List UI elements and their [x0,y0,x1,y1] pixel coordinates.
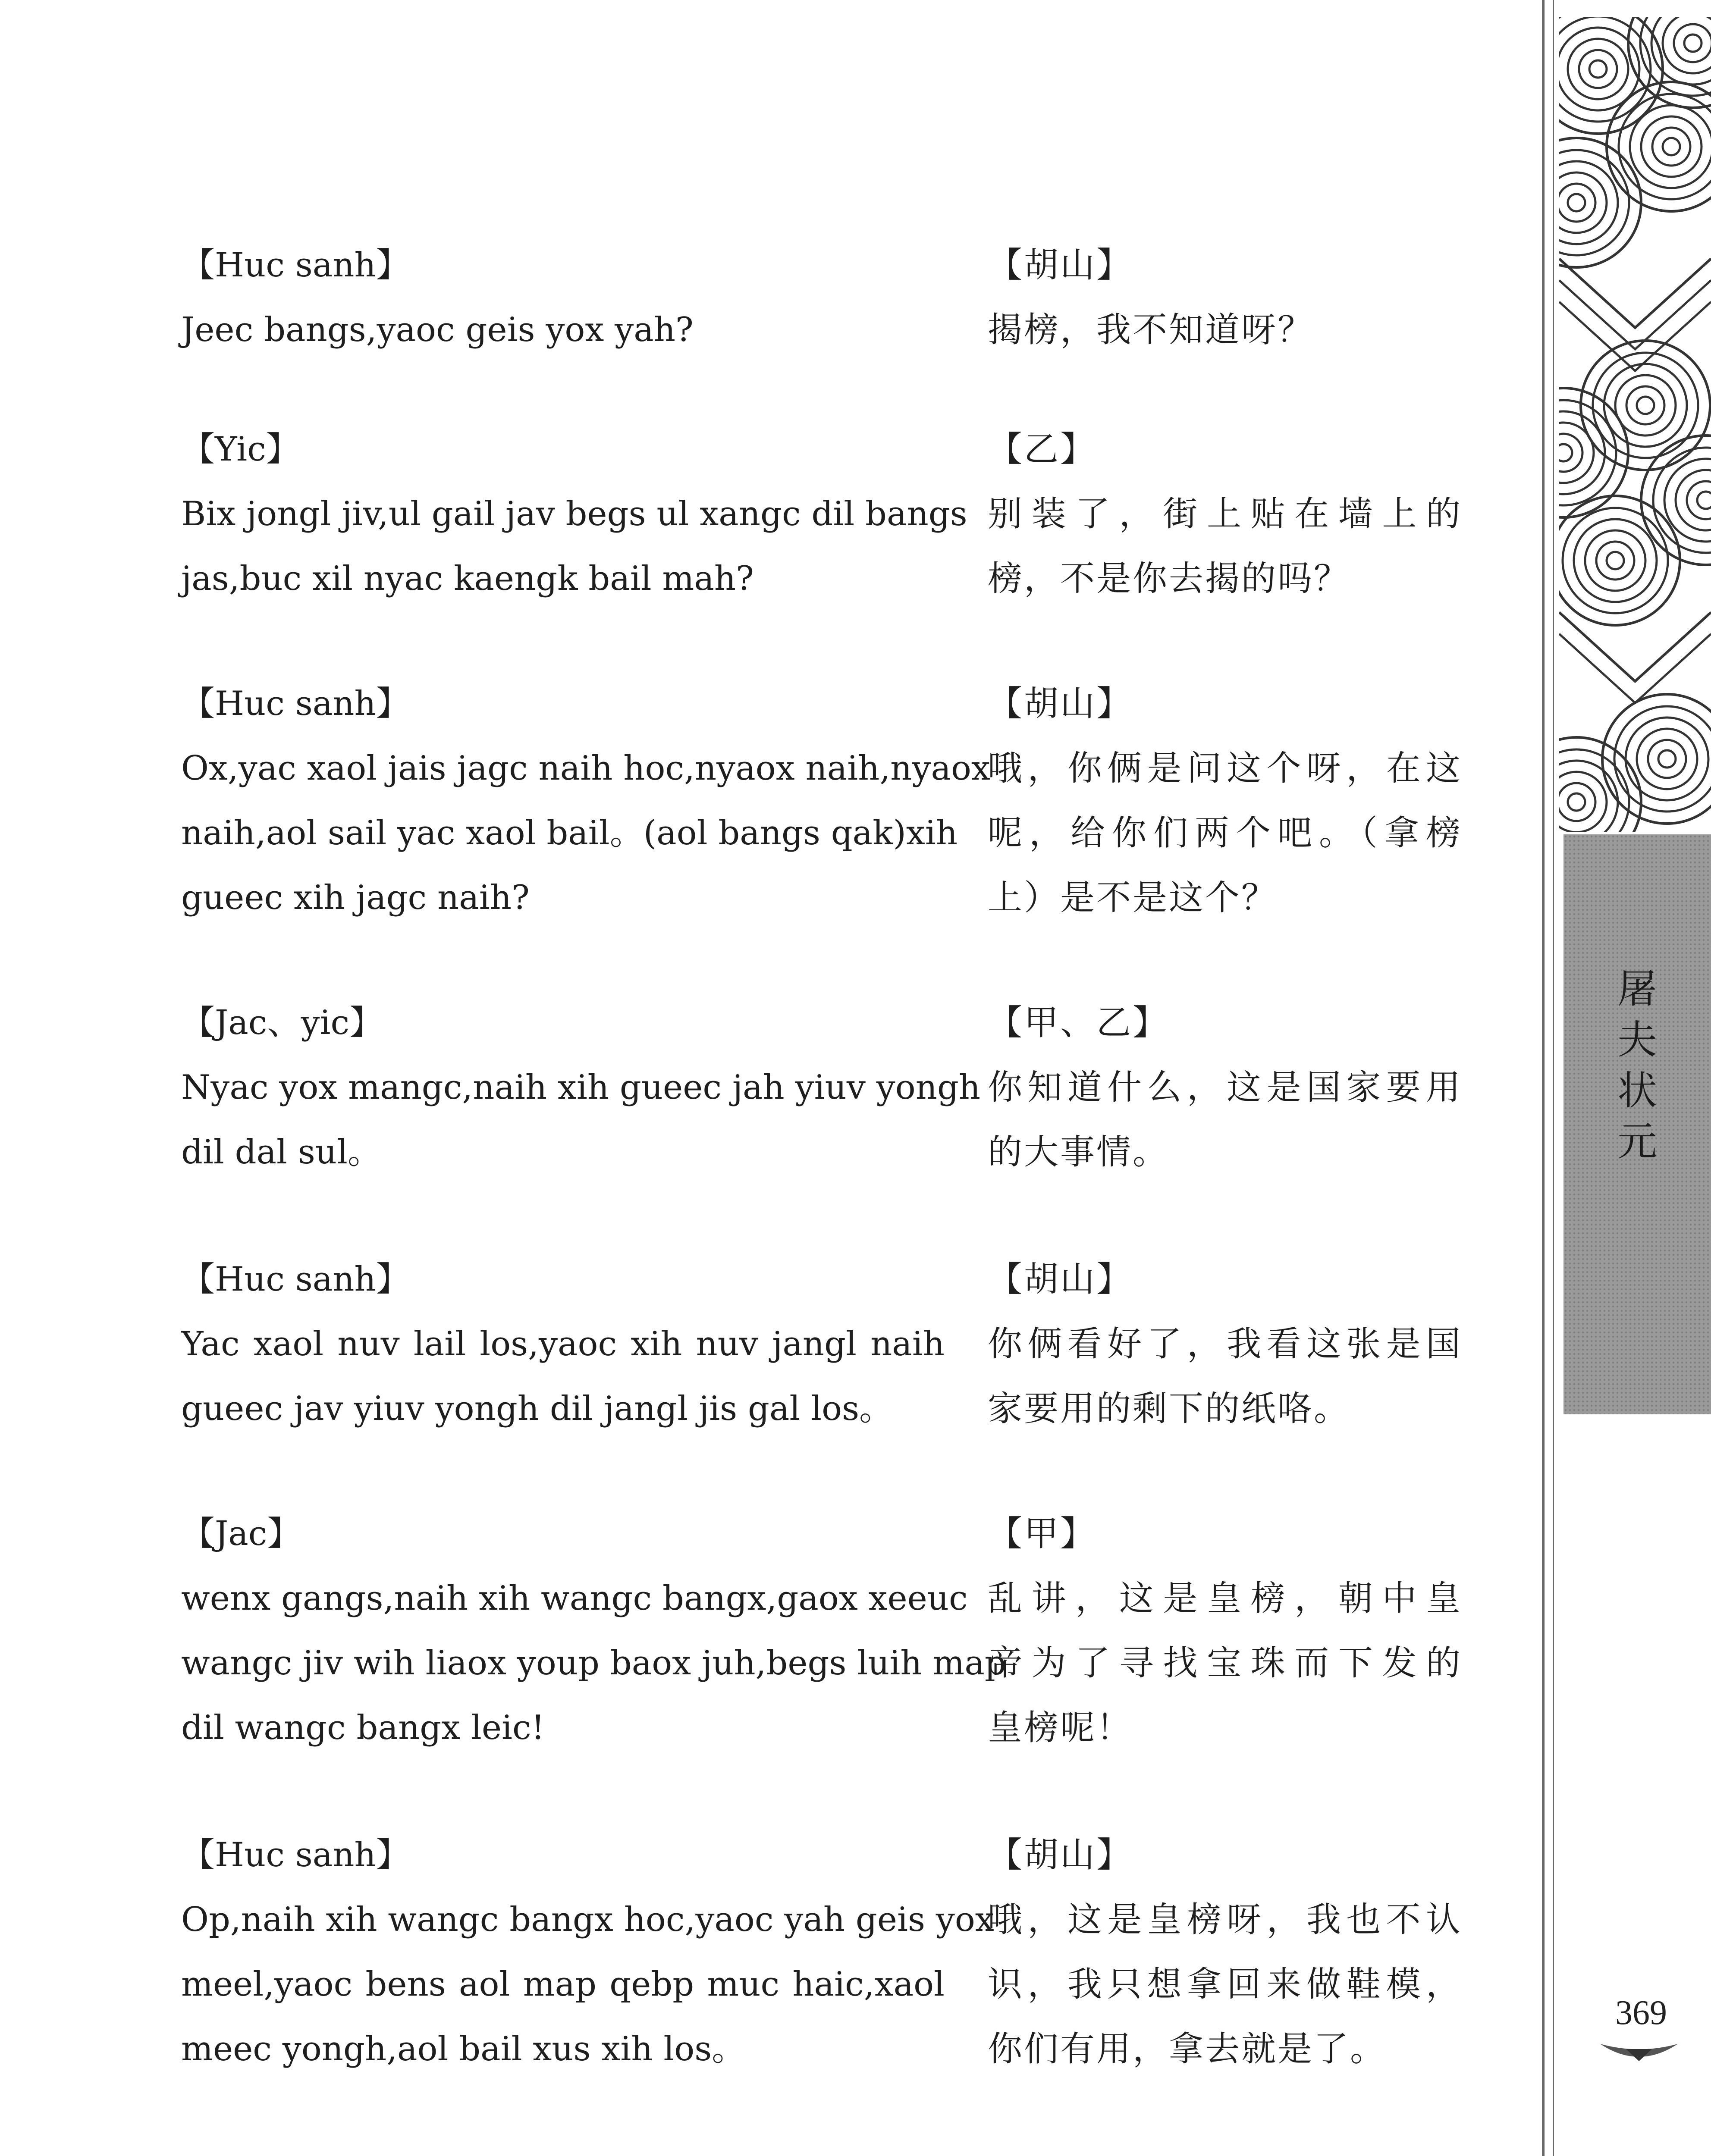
dialogue-line: Jeec bangs,yaoc geis yox yah? [181,310,694,349]
dialogue-line: 揭榜，我不知道呀？ [988,310,1314,350]
speaker-label: 【胡山】 [988,683,1133,724]
dialogue-line: Yac xaol nuv lail los,yaoc xih nuv jangl naih [181,1325,945,1363]
chapter-title-vertical [1563,964,1711,1167]
chapter-title-char: 元 [1617,1119,1657,1165]
chapter-title-char: 夫 [1617,1017,1657,1063]
speaker-label: 【Yic】 [181,430,300,469]
dialogue-block-right [988,1247,1462,1501]
chapter-side-tab [1563,834,1711,1414]
dialogue-line: 呢，给你们两个吧。（拿榜 [988,813,1462,853]
dialogue-line: 的大事情。 [988,1132,1169,1172]
dialogue-block-right [988,233,1462,417]
dialogue-line: gueec jav yiuv yongh dil jangl jis gal los。 [181,1389,893,1428]
dialogue-block-left [181,233,945,417]
dialogue-block-right [988,417,1462,671]
dialogue-line: Nyac yox mangc,naih xih gueec jah yiuv yongh [181,1068,981,1107]
dialogue-block-left [181,417,967,671]
dialogue-line: dil wangc bangx leic! [181,1708,545,1747]
dialogue-line: 乱讲，这是皇榜，朝中皇 [988,1578,1462,1618]
dialogue-block-right [988,671,1462,990]
dialogue-line: 别装了，街上贴在墙上的 [988,494,1462,534]
speaker-label: 【甲、乙】 [988,1003,1169,1043]
chapter-title-char: 状 [1617,1068,1657,1114]
page-number-ornament [1596,2040,1682,2065]
dialogue-line: Ox,yac xaol jais jagc naih hoc,nyaox naih,nyaox [181,749,990,788]
dialogue-line: Op,naih xih wangc bangx hoc,yaoc yah geis yox [181,1900,994,1939]
chapter-title-char: 屠 [1617,966,1657,1012]
dialogue-block-left [181,1247,945,1501]
speaker-label: 【Huc sanh】 [181,1260,410,1299]
page-number: 369 [1615,1994,1667,2032]
chinese-text-column [988,233,1462,2081]
dialogue-line: 哦，你俩是问这个呀，在这 [988,748,1462,788]
dialogue-line: meel,yaoc bens aol map qebp muc haic,xaol [181,1965,945,2004]
speaker-label: 【Jac、yic】 [181,1003,383,1042]
dong-text-column [181,233,1006,2081]
dialogue-line: 你们有用，拿去就是了。 [988,2029,1386,2069]
dialogue-block-left [181,671,990,990]
dialogue-block-right [988,1823,1462,2081]
dialogue-block-right [988,990,1462,1247]
speaker-label: 【胡山】 [988,245,1133,285]
margin-rule [1553,0,1554,2156]
dialogue-line: 哦，这是皇榜呀，我也不认 [988,1899,1462,1940]
dialogue-line: gueec xih jagc naih? [181,878,530,917]
dialogue-line: naih,aol sail yac xaol bail。(aol bangs qak)xih [181,814,958,852]
margin-rule [1542,0,1545,2156]
dialogue-block-left [181,1823,994,2081]
dialogue-line: 识，我只想拿回来做鞋模， [988,1964,1462,2004]
dialogue-line: 榜，不是你去揭的吗？ [988,558,1350,599]
dialogue-line: wenx gangs,naih xih wangc bangx,gaox xeeuc [181,1579,968,1618]
dialogue-line: wangc jiv wih liaox youp baox juh,begs luih map [181,1644,1006,1683]
speaker-label: 【胡山】 [988,1259,1133,1299]
dialogue-line: meec yongh,aol bail xus xih los。 [181,2030,746,2068]
dialogue-line: jas,buc xil nyac kaengk bail mah? [181,559,754,598]
speaker-label: 【Huc sanh】 [181,684,410,723]
dialogue-block-left [181,990,981,1247]
dialogue-block-left [181,1501,1006,1823]
dialogue-line: 你俩看好了，我看这张是国 [988,1324,1462,1364]
speaker-label: 【Jac】 [181,1514,301,1553]
dialogue-line: 上）是不是这个？ [988,877,1278,918]
cloud-pattern-ornament [1559,17,1711,832]
dialogue-line: 你知道什么，这是国家要用 [988,1067,1462,1107]
dialogue-line: Bix jongl jiv,ul gail jav begs ul xangc dil bangs [181,495,967,533]
dialogue-line: 帝为了寻找宝珠而下发的 [988,1643,1462,1683]
dialogue-line: dil dal sul。 [181,1133,382,1172]
speaker-label: 【乙】 [988,429,1096,469]
speaker-label: 【胡山】 [988,1835,1133,1875]
dialogue-block-right [988,1501,1462,1823]
dialogue-line: 家要用的剩下的纸咯。 [988,1388,1350,1429]
dialogue-line: 皇榜呢！ [988,1708,1133,1748]
speaker-label: 【Huc sanh】 [181,1836,410,1874]
speaker-label: 【Huc sanh】 [181,246,410,285]
speaker-label: 【甲】 [988,1514,1096,1554]
